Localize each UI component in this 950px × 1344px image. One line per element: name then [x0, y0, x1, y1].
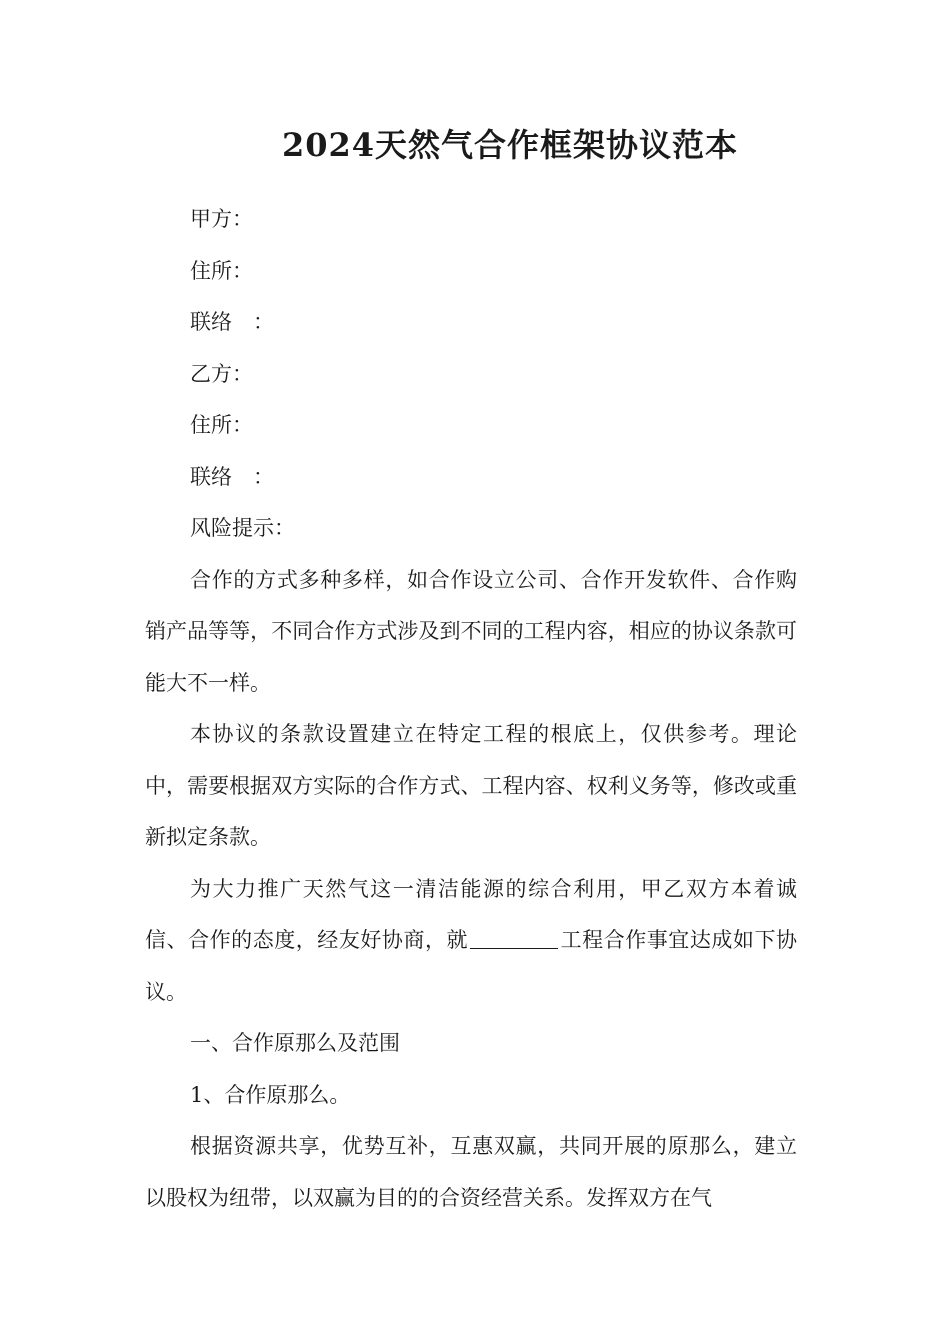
section-heading: 一、合作原那么及范围 [190, 1031, 400, 1055]
field-party-a [145, 194, 797, 246]
field-contact-b [145, 452, 797, 504]
field-label: 住所： [190, 258, 253, 283]
paragraph-with-blank [145, 864, 797, 1019]
field-label: 联络 ： [190, 310, 274, 334]
field-label: 风险提示： [190, 516, 295, 540]
field-label: 住所： [190, 413, 253, 437]
document-title: 2024天然气合作框架协议范本 [281, 126, 739, 164]
field-address-a [145, 246, 797, 298]
document-body [145, 194, 797, 1224]
field-address-b [145, 400, 797, 452]
field-label: 联络 ： [190, 464, 274, 489]
field-risk-notice [145, 503, 797, 555]
field-contact-a [145, 297, 797, 349]
paragraph-text: 工程合作事宜达成如下协议。 [145, 928, 798, 1004]
field-label: 甲方： [190, 207, 253, 231]
paragraph-text: 为大力推广天然气这一清洁能源的综合利用，甲乙双方本着诚信、合作的态度，经友好协商，就 [145, 876, 797, 952]
paragraph: 合作的方式多种多样，如合作设立公司、合作开发软件、合作购销产品等等，不同合作方式涉及到不同的工程内容，相应的协议条款可能大不一样。 [145, 567, 797, 695]
paragraph: 根据资源共享，优势互补，互惠双赢，共同开展的原那么，建立以股权为纽带，以双赢为目的的合资经营关系。发挥双方在气 [145, 1134, 797, 1210]
subsection-heading: 1、合作原那么。 [190, 1082, 351, 1107]
field-party-b [145, 349, 797, 401]
fill-in-blank [470, 926, 558, 949]
field-label: 乙方： [190, 361, 253, 386]
paragraph: 本协议的条款设置建立在特定工程的根底上，仅供参考。理论中，需要根据双方实际的合作方式、工程内容、权利义务等，修改或重新拟定条款。 [145, 722, 797, 849]
